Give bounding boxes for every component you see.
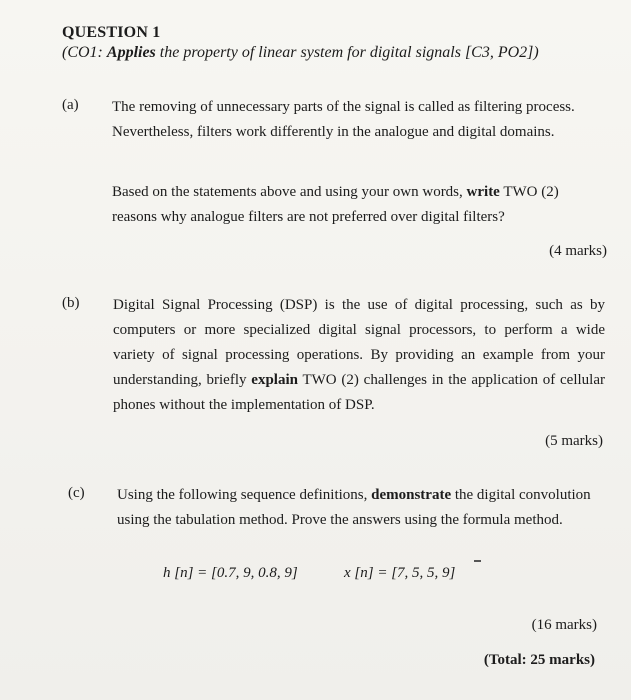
part-b-marks: (5 marks): [545, 433, 603, 449]
formula-x: x [n] = [7, 5, 5, 9]: [344, 565, 456, 581]
part-c-question: Using the following sequence definitions, demonstrate the digital convolution using the tabulation method. Prove the answers using the formula method.: [117, 487, 591, 528]
part-a-statement: The removing of unnecessary parts of the signal is called as filtering process. Nevertheless, filters work differently in the analogue and digital domains.: [112, 99, 575, 140]
part-a-marks: (4 marks): [549, 243, 607, 259]
part-b-question: Digital Signal Processing (DSP) is the use of digital processing, such as by computers or more specialized digital signal processors, to perform a wide variety of signal processing operations. By providing an example from your understanding, briefly explain TWO (2) challenges in the application of cellular phones without the implementation of DSP.: [113, 297, 605, 413]
part-b-label: (b): [62, 295, 80, 311]
part-c-label: (c): [68, 485, 85, 501]
part-c-marks: (16 marks): [531, 617, 597, 633]
formula-h: h [n] = [0.7, 9, 0.8, 9]: [163, 565, 298, 581]
total-marks: (Total: 25 marks): [483, 652, 595, 668]
part-a-label: (a): [62, 97, 79, 113]
part-a-question: Based on the statements above and using your own words, write TWO (2) reasons why analogue filters are not preferred over digital filters?: [112, 184, 559, 225]
stray-mark: [474, 560, 481, 562]
course-outcome: (CO1: Applies the property of linear system for digital signals [C3, PO2]): [62, 44, 539, 61]
question-title: QUESTION 1: [62, 24, 161, 41]
